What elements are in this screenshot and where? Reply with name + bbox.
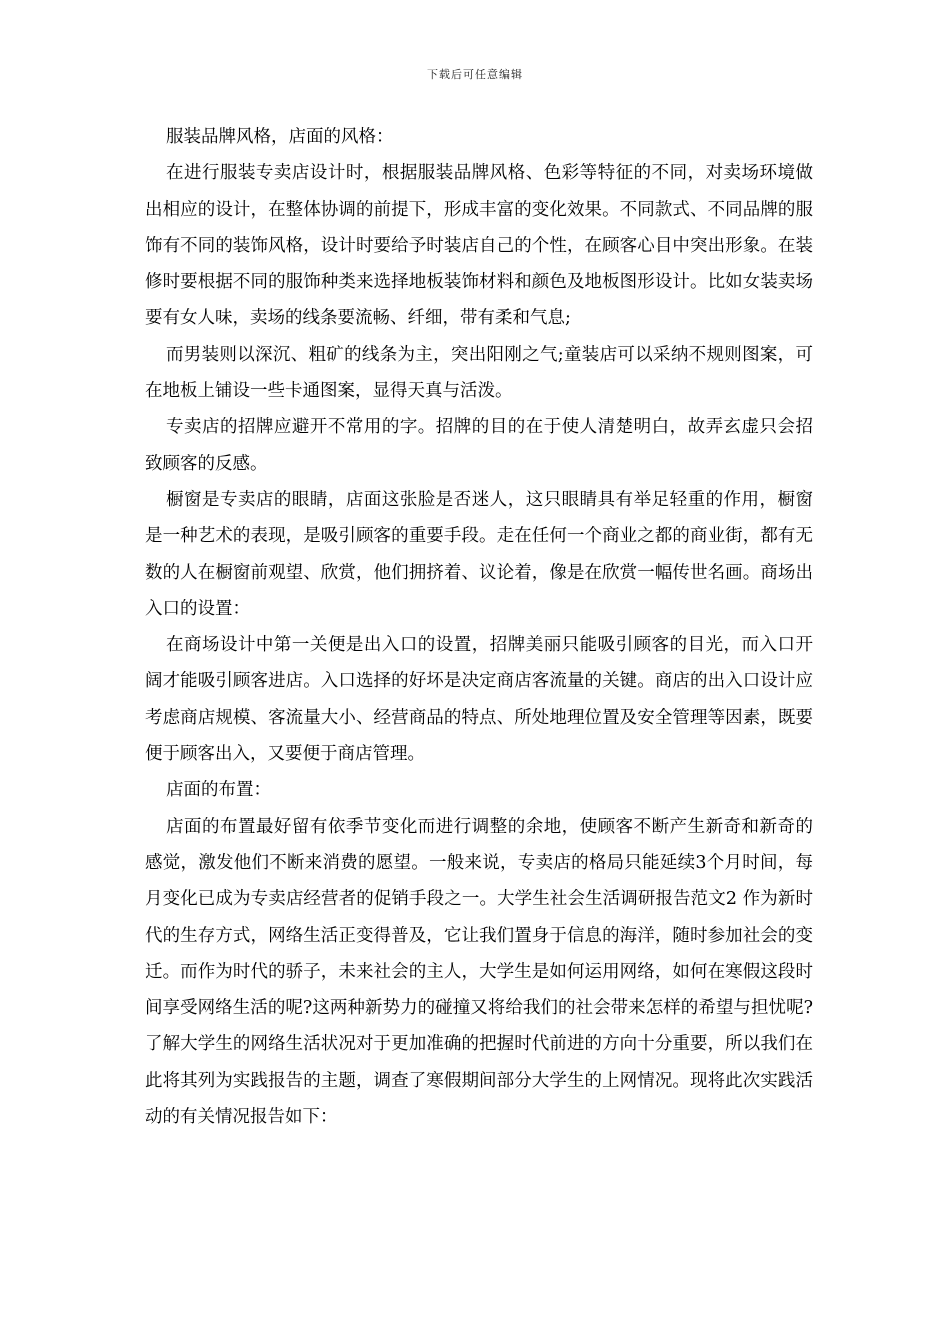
paragraph: 店面的布置最好留有依季节变化而进行调整的余地，使顾客不断产生新奇和新奇的感觉，激发他们不断来消费的愿望。一般来说，专卖店的格局只能延续3个月时间，每月变化已成为专卖店经营者的促销手段之一。大学生社会生活调研报告范文2 作为新时代的生存方式，网络生活正变得普及，它让我们置身于信息的海洋，随时参加社会的变迁。而作为时代的骄子，未来社会的主人，大学生是如何运用网络，如何在寒假这段时间享受网络生活的呢?这两种新势力的碰撞又将给我们的社会带来怎样的希望与担忧呢?了解大学生的网络生活状况对于更加准确的把握时代前进的方向十分重要，所以我们在此将其列为实践报告的主题，调查了寒假期间部分大学生的上网情况。现将此次实践活动的有关情况报告如下： bbox=[145, 816, 813, 1128]
document-body bbox=[145, 119, 813, 1135]
paragraph: 橱窗是专卖店的眼睛，店面这张脸是否迷人，这只眼睛具有举足轻重的作用，橱窗是一种艺术的表现，是吸引顾客的重要手段。走在任何一个商业之都的商业街，都有无数的人在橱窗前观望、欣赏，他们拥挤着、议论着，像是在欣赏一幅传世名画。商场出入口的设置： bbox=[145, 489, 813, 619]
paragraph: 在进行服装专卖店设计时，根据服装品牌风格、色彩等特征的不同，对卖场环境做出相应的设计，在整体协调的前提下，形成丰富的变化效果。不同款式、不同品牌的服饰有不同的装饰风格，设计时要给予时装店自己的个性，在顾客心目中突出形象。在装修时要根据不同的服饰种类来选择地板装饰材料和颜色及地板图形设计。比如女装卖场要有女人味，卖场的线条要流畅、纤细，带有柔和气息; bbox=[145, 163, 813, 329]
paragraph: 服装品牌风格，店面的风格： bbox=[166, 127, 394, 147]
page-header: 下载后可任意编辑 bbox=[427, 68, 523, 81]
paragraph: 在商场设计中第一关便是出入口的设置，招牌美丽只能吸引顾客的目光，而入口开阔才能吸引顾客进店。入口选择的好坏是决定商店客流量的关键。商店的出入口设计应考虑商店规模、客流量大小、经营商品的特点、所处地理位置及安全管理等因素，既要便于顾客出入，又要便于商店管理。 bbox=[145, 635, 813, 765]
paragraph: 店面的布置： bbox=[166, 780, 271, 801]
paragraph: 专卖店的招牌应避开不常用的字。招牌的目的在于使人清楚明白，故弄玄虚只会招致顾客的反感。 bbox=[145, 417, 813, 474]
paragraph: 而男装则以深沉、粗矿的线条为主，突出阳刚之气;童装店可以采纳不规则图案，可在地板上铺设一些卡通图案，显得天真与活泼。 bbox=[145, 344, 813, 402]
